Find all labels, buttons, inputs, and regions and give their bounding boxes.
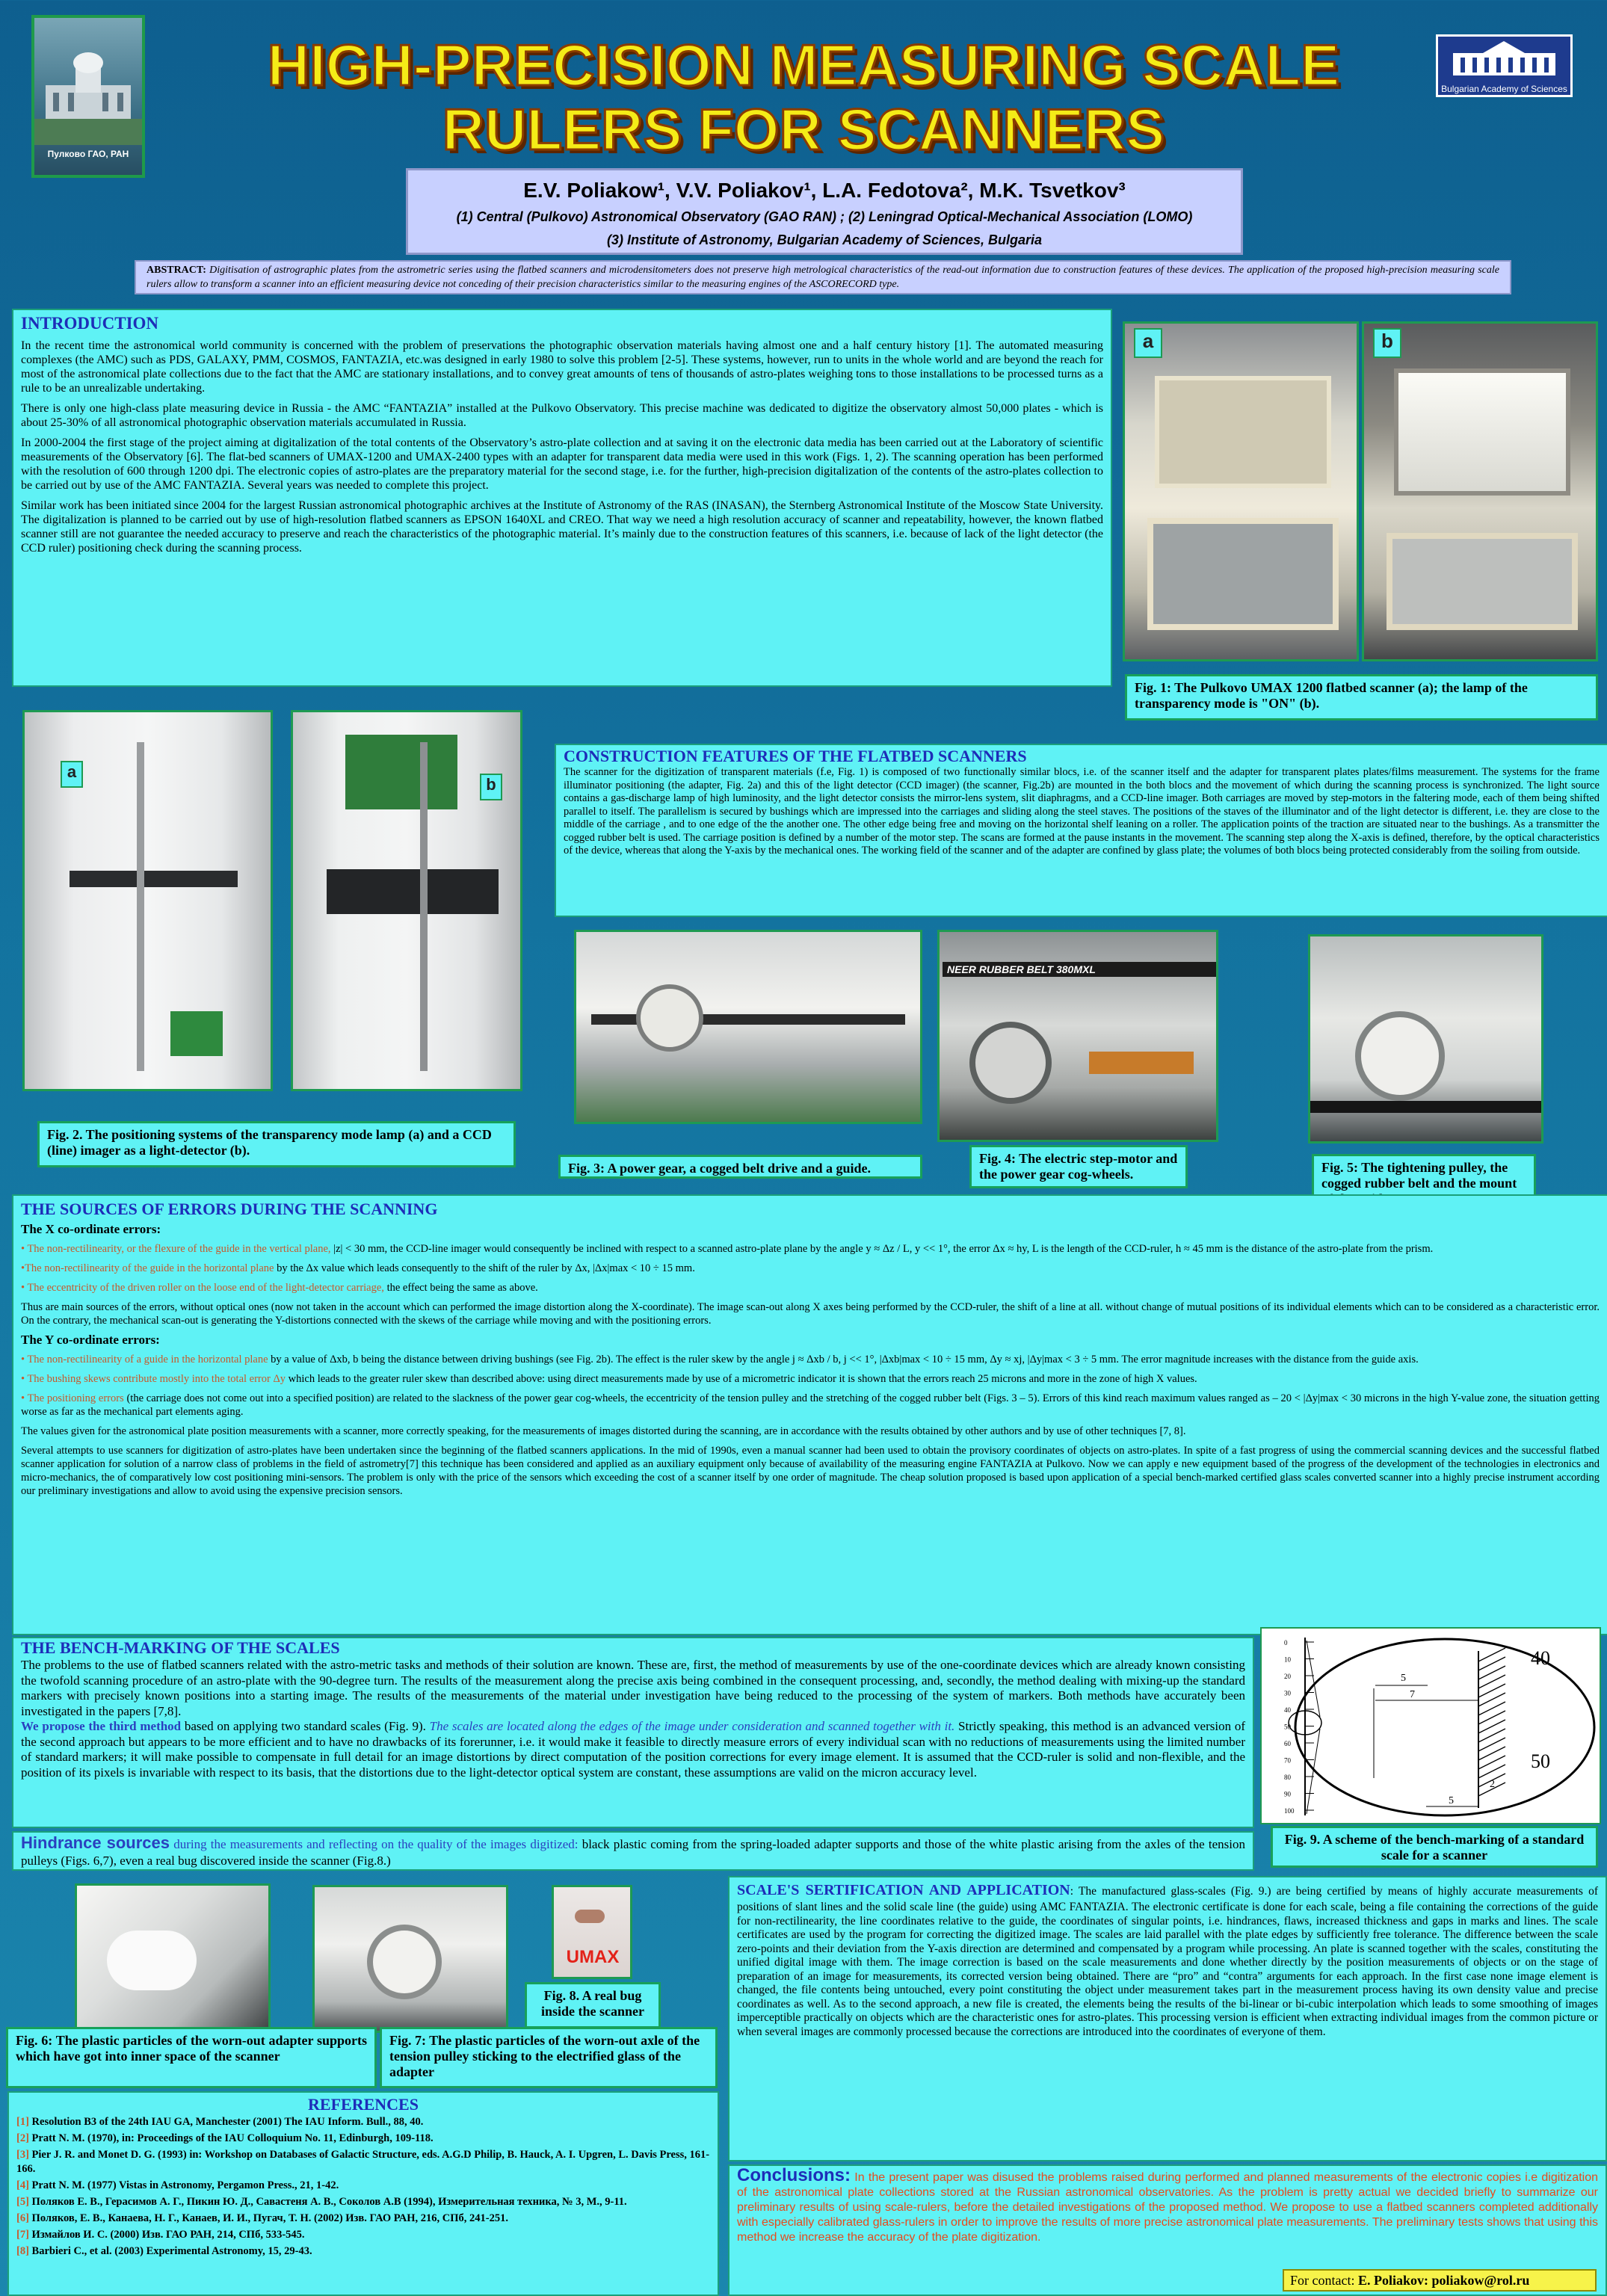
fig8-photo [552,1885,632,1979]
fig2a-label: a [61,761,83,788]
fig7-caption: Fig. 7: The plastic particles of the worn-out axle of the tension pulley sticking to the electrified glass of the adapter [380,2027,718,2088]
ruler-tick-label: 80 [1284,1774,1291,1781]
sertification-section [728,1876,1607,2161]
contact-box [1283,2269,1597,2292]
fig4-photo [937,930,1218,1142]
fig7-photo [312,1885,508,2033]
fig1b-label: b [1373,328,1401,358]
reference-number: [3] [16,2149,29,2161]
fig1a-photo [1123,321,1359,661]
fig9-label-40: 40 [1531,1647,1550,1669]
ruler-tick-label: 70 [1284,1756,1291,1765]
reference-text: Измайлов И. С. (2000) Изв. ГАО РАН, 214, СПб, 533-545. [31,2229,305,2241]
title-line-2: RULERS FOR SCANNERS [442,96,1165,162]
reference-text: Поляков Е. В., Герасимов А. Г., Пикин Ю. Д., Савастеня А. В., Соколов А.В (1994), Измерительная техника, № 3, М., 9-11. [31,2196,627,2208]
reference-number: [6] [16,2212,29,2224]
reference-item [16,2212,710,2226]
introduction-heading: INTRODUCTION [21,314,159,333]
x-error-3 [21,1281,1600,1294]
errors-paragraph-1: The values given for the astronomical plate position measurements with a scanner, more correctly speaking, for the measurements of images distorted during the scanning, are in accordance with the results obtained by other authors and by use of other techniques [7, 8]. [21,1425,1186,1437]
benchmark-italic: The scales are located along the edges of the image under consideration and scanned together with it. [429,1719,955,1733]
contact-label: For contact: [1290,2273,1355,2288]
benchmarking-paragraph-1: The problems to the use of flatbed scanners related with the astro-metric tasks and methods of their solution are known. These are, first, the method of measurements by use of the one-coordinate devices which are already known consisting the twofold scanning procedure of an astro-plate with the 90-degree turn. The results of the measurement along the precise axis being combined in the consequent processing, and, secondly, the method dealing with mixing-up the standard markers with precisely known positions into a starting image. The results of the measurements of the material under investigation have being reduced to the processing of the system of markers. Both methods have accurately been investigated in the papers [7,8]. [21,1658,1245,1718]
abstract-label: ABSTRACT: [146,265,206,276]
affiliation-1: (1) Central (Pulkovo) Astronomical Observatory (GAO RAN) ; (2) Leningrad Optical-Mechanical Association (LOMO) [456,209,1193,224]
reference-number: [5] [16,2196,29,2208]
fig5-caption: Fig. 5: The tightening pulley, the cogged rubber belt and the mount [1312,1154,1536,1214]
fig9-dim-5a: 5 [1401,1673,1406,1684]
fig3-caption: Fig. 3: A power gear, a cogged belt drive and a guide. [558,1155,922,1179]
ruler-tick-label: 20 [1284,1673,1291,1680]
fig3-photo [574,930,922,1124]
references-heading: REFERENCES [308,2095,419,2114]
hindrance-section [12,1831,1254,1871]
reference-item [16,2148,710,2176]
reference-text: Pratt N. M. (1977) Vistas in Astronomy, Pergamon Press., 21, 1-42. [31,2179,339,2191]
ruler-tick-label: 40 [1284,1706,1291,1714]
reference-item [16,2132,710,2146]
benchmark-text-a: based on applying two standard scales (Fig. 9). [181,1719,430,1733]
fig6-caption: Fig. 6: The plastic particles of the worn-out adapter supports which have got into inner space of the scanner [6,2027,377,2088]
errors-heading: THE SOURCES OF ERRORS DURING THE SCANNING [21,1200,438,1218]
fig1b-photo [1362,321,1598,661]
x-error-2-title: •The non-rectilinearity of the guide in the horizontal plane [21,1262,274,1274]
y-error-2-text: which leads to the greater ruler skew than described above: using direct measurements made by use of a micrometric indicator it is shown that the errors reach 25 microns and more in the zone of high X values. [286,1373,1197,1385]
benchmarking-section [12,1637,1254,1828]
contact-email[interactable]: E. Poliakov: poliakow@rol.ru [1357,2273,1530,2288]
ruler-tick-label: 30 [1284,1689,1291,1697]
sertification-heading: SCALE'S SERTIFICATION AND APPLICATION [737,1882,1070,1898]
academy-building-icon [1438,37,1570,80]
y-error-3 [21,1392,1600,1419]
x-errors-summary: Thus are main sources of the errors, without optical ones (now not taken in the account which can performed the image distortion along the X-coordinate). The image scan-out along X axes being performed by the CCD-ruler, the shift of a line at all. without change of mutual positions of its individual elements which can to be considered as a characteristic error. On the contrary, the mechanical scan-out is generating the Y-distortions connected with the skews of the carriage while moving and with the positioning errors. [21,1301,1600,1327]
x-error-3-title: • The eccentricity of the driven roller on the loose end of the light-detector carriage, [21,1282,384,1294]
x-error-2 [21,1262,1600,1275]
ruler-tick-label: 10 [1284,1655,1291,1664]
fig2b-label: b [480,774,502,800]
y-error-2 [21,1372,1600,1386]
x-error-3-text: the effect being the same as above. [383,1282,538,1294]
reference-text: Pier J. R. and Monet D. G. (1993) in: Workshop on Databases of Galactic Structure, eds. A.G.D Philip, B. Hauck, A. I. Upgren, L. Davis Press, 161-166. [16,2149,710,2175]
fig9-caption: Fig. 9. A scheme of the bench-marking of a standard scale for a scanner [1271,1826,1598,1868]
conclusions-text: In the present paper was disused the problems raised during performed and planned measurements of the electronic copies i.e digitization of the astronomical plate collections stored at the Russian astronomical observatories. As the problem is pretty actual we decided briefly to summarize our preliminary results of using scale-rulers, before the detailed investigations of the proposed method. We propose to use a flatbed scanners completed additionally with especially calibrated glass-rulers in order to improve the results of more precise astronomical plate measurements. The preliminary tests shows that using this method we increase the accuracy of the plate digitization. [737,2171,1598,2244]
pulkovo-logo [31,15,145,178]
reference-number: [1] [16,2116,29,2128]
observatory-building-icon [34,18,142,145]
poster-title [172,33,1435,161]
errors-paragraph-2: Several attempts to use scanners for digitization of astro-plates have been undertaken since the beginning of the flatbed scanners applications. In the mid of 1990s, even a manual scanner had been used to obtain the provisory coordinates of objects on astro-plates. In spite of a fast progress of using the commercial scanning devices and the successful flatbed scanner application for solution of a narrow class of problems in the field of astrometry[7] this technique has been considered and applied as an auxiliary equipment only because of availability of the measuring engine FANTAZIA at Pulkovo. Now we can apply e new equipment based of the progress of the development of the technologies in electronics and micro-mechanics, the of comparatively low cost positioning mini-sensors. The problem is only with the price of the sensors which exceeding the cost of a scanner itself by one order of magnitude. The cheap solution proposed is based upon application of a special bench-marked certified glass scales converted scanner into a highly precise instrument according our preliminary investigations and allow to avoid using the expensive precision sensors. [21,1445,1600,1497]
y-error-1-title: • The non-rectilinearity of a guide in the horizontal plane [21,1354,268,1365]
x-error-1 [21,1242,1600,1256]
fig9-dim-5b: 5 [1449,1795,1454,1806]
x-error-1-text: |z| < 30 mm, the CCD-line imager would consequently be inclined with respect to a scanned astro-plate plane by the angle y ≈ Δz / L, y << 1°, the error Δx ≈ hy, L is the length of the CCD-ruler, h ≈ 45 mm is the distance of the astro-plate from the prism. [330,1243,1434,1255]
umax-brand: UMAX [566,1947,620,1967]
reference-text: Resolution B3 of the 24th IAU GA, Manchester (2001) The IAU Inform. Bull., 88, 40. [31,2116,424,2128]
reference-text: Поляков, Е. В., Канаева, Н. Г., Канаев, И. И., Пугач, Т. Н. (2002) Изв. ГАО РАН, 216, СПб, 241-251. [31,2212,508,2224]
errors-section [12,1194,1607,1635]
x-error-1-title: • The non-rectilinearity, or the flexure of the guide in the vertical plane, [21,1243,331,1255]
reference-item [16,2179,710,2193]
reference-item [16,2244,710,2259]
intro-paragraph-1: In the recent time the astronomical world community is concerned with the problem of preservations the photographic observation materials having almost one and a half century history [1]. The automated measuring complexes (the AMC) such as PDS, GALAXY, PMM, COSMOS, FANTAZIA, etc.was designed in early 1980 to solve this problem [2-5]. These systems, however, run to units in the whole world and are beyond the reach for most of the astronomical plate collections due to the fact that the AMC are stationary installations, and to convey great amounts of tens of thousands of astro-plates weighing tons to those installations to be processed turns as a rule to be an unrealizable undertaking. [21,339,1103,395]
y-error-1 [21,1353,1600,1366]
third-method-label: We propose the third method [21,1719,182,1733]
reference-item [16,2115,710,2129]
title-line-1: HIGH-PRECISION MEASURING SCALE [267,32,1340,98]
pulkovo-logo-caption: Пулково ГАО, РАН [47,149,129,159]
y-errors-heading: The Y co-ordinate errors: [21,1333,160,1347]
fig2-caption: Fig. 2. The positioning systems of the transparency mode lamp (a) and a CCD (line) imager as a light-detector (b). [37,1121,516,1167]
fig1a-label: a [1134,328,1162,358]
construction-text: The scanner for the digitization of transparent materials (f.e, Fig. 1) is composed of two functionally similar blocs, i.e. of the scanner itself and the adapter for transparent plates plates/films measurement. The systems for the frame illuminator positioning (the adapter, Fig. 2a) and this of the light detector (CCD imager) (the scanner, Fig.2b) are mounted in the both blocs and the movement of which during the scanning process is synchronized. The light source contains a gas-discharge lamp of high luminosity, and the light detector consists the mirror-lens system, slit diaphragms, and a CCD-line imager. Both carriages are moved by step-motors in the faltering mode, each of them being shifted parallel to itself. The parallelism is secured by bushings which are impressed into the carriages and sliding along the steel staves. The positions of the staves of the illuminator and of the light detector is different, i.e. they are close to the middle of the carriage , and to one edge of the the another one. The other edge being free and moving on the horizontal shelf leaning on a roller. The application points of the traction are situated near to the bushings. As a transmitter the cogged rubber belt is used. The carriage position is defined by a number of the motor step. The scans are formed at the pause instants in the movement. The scanning step along the X-axis is defined, therefore, by the optical characteristics of the device, whereas that along the Y-axis by the mechanical ones. The working field of the scanner and of the adapter are confined by glass plate; the volumes of both blocs being protected considerably from the soiling from outside. [564,766,1600,857]
fig8-caption: Fig. 8. A real bug inside the scanner [525,1982,661,2028]
bas-logo [1436,34,1573,97]
introduction-section [12,309,1112,687]
fig9-scheme [1260,1627,1601,1824]
fig9-dim-2: 2 [1490,1779,1495,1790]
reference-number: [8] [16,2245,29,2257]
y-error-1-text: by a value of Δxb, b being the distance between driving bushings (see Fig. 2b). The effect is the ruler skew by the angle j ≈ Δxb / b, j << 1°, |Δxb|max < 10 ÷ 15 mm, Δy ≈ xj, |Δy|max < 3 ÷ 5 mm. The error magnitude increases with the distance from the guide axis. [268,1354,1419,1365]
authors-box [406,168,1243,255]
reference-number: [4] [16,2179,29,2191]
hindrance-heading: Hindrance sources [21,1833,170,1852]
y-error-3-title: • The positioning errors [21,1392,124,1404]
conclusions-heading: Conclusions: [737,2165,851,2185]
benchmarking-paragraph-2 [21,1719,1245,1780]
reference-text: Pratt N. M. (1970), in: Proceedings of the IAU Colloquium No. 11, Edinburgh, 109-118. [31,2132,434,2144]
ruler-tick-label: 60 [1284,1740,1291,1747]
affiliation-2: (3) Institute of Astronomy, Bulgarian Academy of Sciences, Bulgaria [606,232,1043,247]
hindrance-subhead: during the measurements and reflecting on the quality of the images digitized: [170,1837,579,1851]
abstract-text: Digitisation of astrographic plates from the astrometric series using the flatbed scanners and microdensitometers does not preserve high metrological characteristics of the read-out information due to construction features of these devices. The application of the proposed high-precision measuring scale rulers allow to transform a scanner into an efficient measuring device not conceding of their precision characteristics similar to the measuring engines of the ASCORECORD type. [146,265,1499,290]
bas-logo-caption: Bulgarian Academy of Sciences [1441,84,1567,94]
reference-item [16,2195,710,2209]
sertification-text: : The manufactured glass-scales (Fig. 9.) are being certified by means of highly accurate measurements of positions of slant lines and the solid scale line (the guide) using AMC FANTAZIA. The electronic certificate is done for each scale, being a file containing the corrections of the guide for non-rectilinearity, the line coordinates relative to the guide, the coordinates of singular points, i.e. hindrances, flaws, increased thickness and gaps in marks and lines. The scale certificates are used by the program for correcting the digitized image. The scales are laid parallel with the plate edges by sufficiently free tolerance. The difference between the scale zero-points and their deviation from the Y-axis direction are determined and compensated by a program while processing. An plate is scanned together with the scales, constituting the unified digital image with them. The image correction is based on the scale measurements and done whether directly by the position measurements of objects or on the stage of preparation of an image for measurements, its corrected version being obtained. There are “pro” and “contra” arguments for each approach. In the first case none image element is changed, the file contents being untouched, every point constituting the object under measurement takes part in the measurement process having its own density value and precise coordinates as well. As to the second approach, a new file is created, the elements being the results of the bi-linear or bi-cubic interpolation which leads to some smoothing of images imperceptible practically on objects which are the characteristic ones for astro-plates. This processing version is efficient when extracting individual images from the common picture or when several images are commonly processed because the corrections are introduced into the coordinates of everyone of them. [737,1885,1598,2038]
hindrance-text: black plastic coming from the spring-loaded adapter supports and those of the white plastic arising from the axles of the tension pulleys (Figs. 6,7), even a real bug discovered inside the scanner (Fig.8.) [21,1837,1245,1868]
reference-text: Barbieri C., et al. (2003) Experimental Astronomy, 15, 29-43. [31,2245,312,2257]
author-names: E.V. Poliakow¹, V.V. Poliakov¹, L.A. Fedotova², M.K. Tsvetkov³ [523,179,1126,202]
construction-section [555,744,1607,917]
reference-number: [7] [16,2229,29,2241]
ruler-tick-label: 50 [1284,1723,1291,1731]
fig4-belt-text: NEER RUBBER BELT 380MXL [943,962,1218,977]
scale-scheme-diagram [1262,1629,1600,1823]
reference-item [16,2228,710,2242]
x-errors-heading: The X co-ordinate errors: [21,1222,161,1236]
ruler-tick-label: 100 [1284,1807,1295,1815]
y-error-2-title: • The bushing skews contribute mostly into the total error Δy [21,1373,286,1385]
ruler-tick-label: 90 [1284,1790,1291,1798]
intro-paragraph-4: Similar work has been initiated since 2004 for the largest Russian astronomical photographic archives at the Institute of Astronomy of the RAS (INASAN), the Sternberg Astronomical Institute of the Moscow State University. The digitalization is planned to be carried out by use of high-resolution flatbed scanners as EPSON 1640XL and CREO. That way we need a high resolution accuracy of scanner and repeatability, however, the known flatbed scanner still are not guarantee the needed accuracy to preserve and reach the characteristics of the photographic material. It’s mainly due to the construction features of this scanners, i.e. because of lack of the light detector (the CCD ruler) positioning check during the scanning process. [21,499,1103,555]
fig9-label-50: 50 [1531,1750,1550,1772]
ruler-tick-label: 0 [1284,1639,1288,1647]
fig1-caption: Fig. 1: The Pulkovo UMAX 1200 flatbed scanner (a); the lamp of the transparency mode is "ON" (b). [1125,674,1598,720]
benchmark-text-b: Strictly speaking, this method is an advanced version of the second approach but appears to be more efficient and to have no drawbacks of its forerunner, i.e. it would make it feasible to directly measure errors of every individual scan with no reductions of measurements using the limited number of standard markers; it will make possible to compensate in full detail for an image distortions by direct computation of the position corrections for every image element. It is assumed that the CCD-ruler is solid and non-flexible, and the position of its pixels is invariable with respect to its basis, that the distortions due to the light-detector optical system are constant, these assumptions are valid on the micron accuracy level. [21,1719,1245,1780]
intro-paragraph-3: In 2000-2004 the first stage of the project aiming at digitalization of the total contents of the Observatory’s astro-plate collection and at saving it on the electronic data media has been carried out at the Laboratory of scientific measurements of the Observatory [6]. The flat-bed scanners of UMAX-1200 and UMAX-2400 types with an adapter for transparent data media were used in this work (Figs. 1, 2). The scanning operation has been performed with the resolution of 600 through 1200 dpi. The electronic copies of astro-plates are the preparatory material for the second stage, i.e. for the further, high-precision digitalization of the contents of the astro-plates collection to be carried out by use of the AMC FANTAZIA. Several years was needed to complete this project. [21,436,1103,492]
fig6-photo [75,1883,271,2033]
fig2a-photo [22,710,273,1091]
y-error-3-text: (the carriage does not come out into a specified position) are related to the slackness of the power gear cog-wheels, the eccentricity of the tension pulley and the stretching of the cogged rubber belt (Figs. 3 – 5). Errors of this kind reach maximum values ranged as – 20 < |Δy|max < 30 microns in the high Y-value zone, the situation getting worse as far as the mechanical part elements aging. [21,1392,1600,1418]
abstract-box [135,260,1511,294]
references-section [7,2091,719,2296]
construction-heading: CONSTRUCTION FEATURES OF THE FLATBED SCANNERS [564,747,1027,765]
reference-number: [2] [16,2132,29,2144]
fig4-caption: Fig. 4: The electric step-motor and the power gear cog-wheels. [969,1145,1188,1188]
intro-paragraph-2: There is only one high-class plate measuring device in Russia - the AMC “FANTAZIA” installed at the Pulkovo Observatory. This precise machine was dedicated to digitize the observatory almost 50,000 plates - which is about 25-30% of all astronomical photographic observation materials accumulated in Russia. [21,402,1103,429]
x-error-2-text: by the Δx value which leads consequently to the shift of the ruler by Δx, |Δx|max < 10 ÷ 15 mm. [274,1262,695,1274]
fig9-dim-7: 7 [1410,1689,1415,1700]
fig2b-photo [291,710,522,1091]
references-list [16,2115,710,2259]
benchmarking-heading: THE BENCH-MARKING OF THE SCALES [21,1638,340,1657]
fig5-photo [1308,934,1543,1144]
